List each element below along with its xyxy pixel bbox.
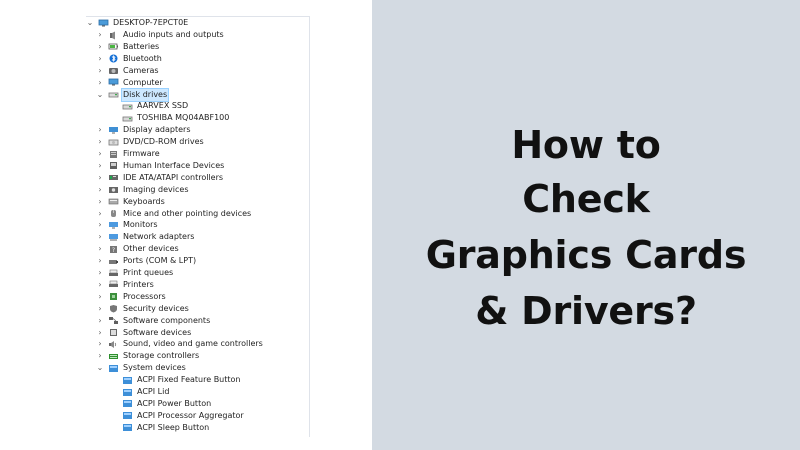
tree-item-label: Mice and other pointing devices bbox=[123, 208, 252, 218]
sound-icon bbox=[108, 340, 119, 349]
chevron-right-icon[interactable]: › bbox=[98, 172, 102, 182]
computer-icon bbox=[98, 19, 109, 28]
tree-item-label: Processors bbox=[123, 291, 166, 301]
tree-item[interactable] bbox=[86, 184, 310, 196]
hid-icon bbox=[108, 161, 119, 170]
disk-icon bbox=[108, 90, 119, 99]
chevron-right-icon[interactable]: › bbox=[98, 244, 102, 254]
bluetooth-icon bbox=[108, 54, 119, 63]
chevron-right-icon[interactable]: › bbox=[98, 232, 102, 242]
tree-item[interactable] bbox=[86, 89, 310, 101]
battery-icon bbox=[108, 42, 119, 51]
tree-item-label: TOSHIBA MQ04ABF100 bbox=[137, 113, 230, 123]
tree-item-label: AARVEX SSD bbox=[137, 101, 189, 111]
camera-icon bbox=[108, 66, 119, 75]
system-device-icon bbox=[122, 376, 133, 385]
headline-line-1: How to bbox=[511, 123, 661, 167]
headline-line-2: Check bbox=[522, 177, 650, 221]
tree-item[interactable] bbox=[86, 100, 310, 112]
root-label: DESKTOP-7EPCT0E bbox=[113, 18, 189, 27]
tree-item[interactable] bbox=[86, 267, 310, 279]
chevron-right-icon[interactable]: › bbox=[98, 137, 102, 147]
chevron-down-icon[interactable]: ⌄ bbox=[86, 18, 94, 27]
chevron-right-icon[interactable]: › bbox=[98, 41, 102, 51]
tree-item-label: Audio inputs and outputs bbox=[123, 30, 224, 39]
tree-item-label: Display adapters bbox=[123, 125, 191, 135]
tree-item[interactable] bbox=[86, 410, 310, 422]
chevron-right-icon[interactable]: › bbox=[98, 291, 102, 301]
tree-item-label: Bluetooth bbox=[123, 53, 162, 63]
tree-item[interactable] bbox=[86, 338, 310, 350]
tree-item-label: Printers bbox=[123, 279, 154, 289]
tree-item-label: System devices bbox=[123, 363, 186, 373]
chevron-right-icon[interactable]: › bbox=[98, 327, 102, 337]
tree-item[interactable] bbox=[86, 160, 310, 172]
chevron-right-icon[interactable]: › bbox=[98, 160, 102, 170]
tree-item[interactable] bbox=[86, 279, 310, 291]
tree-item[interactable] bbox=[86, 255, 310, 267]
printer-icon bbox=[108, 269, 119, 278]
tree-item-label: ACPI Lid bbox=[137, 387, 170, 396]
tree-item[interactable] bbox=[86, 398, 310, 410]
system-device-icon bbox=[108, 364, 119, 373]
tree-item[interactable] bbox=[86, 65, 310, 77]
storage-icon bbox=[108, 352, 119, 361]
chevron-down-icon[interactable]: ⌄ bbox=[96, 89, 104, 99]
tree-item[interactable] bbox=[86, 315, 310, 327]
tree-item[interactable] bbox=[86, 350, 310, 362]
tree-root[interactable] bbox=[86, 17, 308, 29]
tree-item-label: IDE ATA/ATAPI controllers bbox=[123, 172, 224, 182]
svg-text:?: ? bbox=[111, 246, 116, 254]
tree-item[interactable] bbox=[86, 243, 310, 255]
other-device-icon bbox=[108, 245, 119, 254]
firmware-icon bbox=[108, 150, 119, 159]
tree-item[interactable] bbox=[86, 172, 310, 184]
chevron-right-icon[interactable]: › bbox=[98, 65, 102, 75]
device-tree bbox=[86, 16, 310, 437]
tree-item[interactable] bbox=[86, 53, 310, 65]
display-icon bbox=[108, 126, 119, 135]
tree-item[interactable] bbox=[86, 231, 310, 243]
device-manager-screenshot bbox=[0, 0, 372, 450]
printer-icon bbox=[108, 280, 119, 289]
tree-item-label: Firmware bbox=[123, 149, 160, 158]
tree-item[interactable] bbox=[86, 124, 310, 136]
tree-item[interactable] bbox=[86, 136, 310, 148]
tree-item-label: Security devices bbox=[123, 303, 189, 313]
dvd-icon bbox=[108, 138, 119, 147]
monitor-icon bbox=[108, 221, 119, 230]
system-device-icon bbox=[122, 411, 133, 420]
chevron-right-icon[interactable]: › bbox=[98, 268, 102, 277]
port-icon bbox=[108, 257, 119, 266]
keyboard-icon bbox=[108, 197, 119, 206]
tree-item[interactable] bbox=[86, 303, 310, 315]
tree-item-label: Network adapters bbox=[123, 232, 195, 242]
chevron-right-icon[interactable]: › bbox=[98, 351, 102, 361]
tree-item[interactable] bbox=[86, 208, 310, 220]
tree-item-label: Print queues bbox=[123, 268, 174, 277]
tree-item-label: Computer bbox=[123, 77, 163, 87]
tree-item-label: Imaging devices bbox=[123, 184, 189, 194]
tree-item[interactable] bbox=[86, 41, 310, 53]
tree-item-label: Disk drives bbox=[123, 89, 168, 99]
system-device-icon bbox=[122, 399, 133, 408]
chevron-right-icon[interactable]: › bbox=[98, 77, 102, 87]
tree-item-label: Other devices bbox=[123, 244, 179, 254]
chevron-right-icon[interactable]: › bbox=[98, 339, 102, 349]
tree-item[interactable] bbox=[86, 386, 310, 398]
chevron-right-icon[interactable]: › bbox=[98, 30, 102, 39]
tree-item-label: ACPI Fixed Feature Button bbox=[137, 375, 241, 385]
system-device-icon bbox=[122, 388, 133, 397]
mouse-icon bbox=[108, 209, 119, 218]
security-icon bbox=[108, 304, 119, 313]
tree-item[interactable] bbox=[86, 362, 310, 374]
tree-item-label: Ports (COM & LPT) bbox=[123, 256, 197, 266]
disk-icon bbox=[122, 114, 133, 123]
chevron-down-icon[interactable]: ⌄ bbox=[96, 363, 104, 373]
chevron-right-icon[interactable]: › bbox=[98, 208, 102, 218]
headline-line-3: Graphics Cards bbox=[425, 233, 747, 277]
tree-item-label: DVD/CD-ROM drives bbox=[123, 137, 204, 147]
headline-line-4: & Drivers? bbox=[475, 289, 697, 333]
tree-item[interactable] bbox=[86, 196, 310, 208]
tree-item-label: Storage controllers bbox=[123, 351, 200, 361]
title-panel bbox=[372, 0, 800, 450]
chevron-right-icon[interactable]: › bbox=[98, 279, 102, 289]
tree-item[interactable] bbox=[86, 29, 310, 41]
tree-item[interactable] bbox=[86, 219, 310, 231]
computer-icon bbox=[108, 78, 119, 87]
software-device-icon bbox=[108, 328, 119, 337]
tree-item[interactable] bbox=[86, 112, 310, 124]
controller-icon bbox=[108, 173, 119, 182]
speaker-icon bbox=[108, 31, 119, 40]
tree-item[interactable] bbox=[86, 374, 310, 386]
tree-item-label: Software devices bbox=[123, 327, 192, 337]
chevron-right-icon[interactable]: › bbox=[98, 125, 102, 135]
tree-item[interactable] bbox=[86, 148, 310, 160]
chevron-right-icon[interactable]: › bbox=[98, 256, 102, 266]
disk-icon bbox=[122, 102, 133, 111]
chevron-right-icon[interactable]: › bbox=[98, 315, 102, 325]
tree-item[interactable] bbox=[86, 291, 310, 303]
system-device-icon bbox=[122, 423, 133, 432]
tree-item-label: Cameras bbox=[123, 65, 159, 75]
tree-item-label: Keyboards bbox=[123, 196, 165, 206]
imaging-icon bbox=[108, 185, 119, 194]
chevron-right-icon[interactable]: › bbox=[98, 184, 102, 194]
tree-item-label: Batteries bbox=[123, 41, 160, 51]
chevron-right-icon[interactable]: › bbox=[98, 196, 102, 206]
tree-item-label: Software components bbox=[123, 315, 211, 325]
processor-icon bbox=[108, 292, 119, 301]
chevron-right-icon[interactable]: › bbox=[98, 53, 102, 63]
tree-item-label: ACPI Sleep Button bbox=[137, 422, 210, 432]
tree-item[interactable] bbox=[86, 422, 310, 434]
tree-item-label: Human Interface Devices bbox=[123, 160, 225, 170]
tree-item[interactable] bbox=[86, 327, 310, 339]
chevron-right-icon[interactable]: › bbox=[98, 303, 102, 313]
chevron-right-icon[interactable]: › bbox=[98, 149, 102, 158]
network-icon bbox=[108, 233, 119, 242]
tree-item-label: ACPI Power Button bbox=[137, 398, 212, 408]
tree-item-label: Sound, video and game controllers bbox=[123, 339, 263, 349]
tree-item-label: ACPI Processor Aggregator bbox=[137, 410, 244, 420]
chevron-right-icon[interactable]: › bbox=[98, 220, 102, 230]
software-component-icon bbox=[108, 316, 119, 325]
tree-item[interactable] bbox=[86, 77, 310, 89]
tree-item-label: Monitors bbox=[123, 220, 158, 230]
